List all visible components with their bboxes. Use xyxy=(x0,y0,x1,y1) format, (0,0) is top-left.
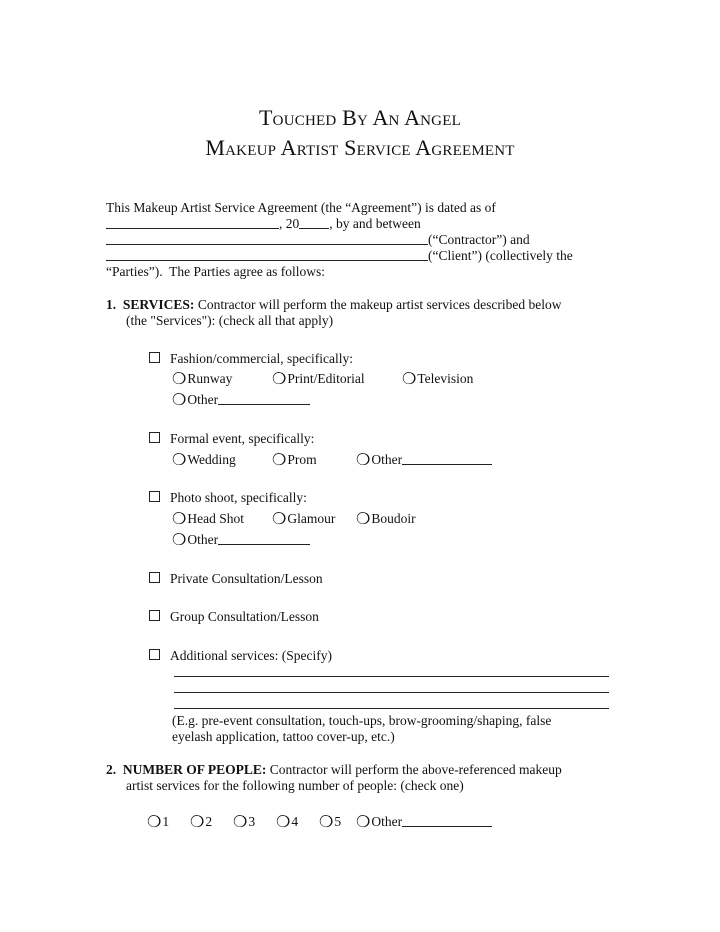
fashion-option-runway[interactable] xyxy=(172,371,232,387)
radio-bullet-icon[interactable]: ❍ xyxy=(272,452,287,469)
option-label: 3 xyxy=(248,814,256,829)
section2-text: Contractor will perform the above-referenced makeup xyxy=(266,762,562,777)
checkbox-icon[interactable] xyxy=(149,649,160,660)
checkbox-icon[interactable] xyxy=(149,491,160,502)
other-blank[interactable] xyxy=(218,533,310,545)
fashion-label: Fashion/commercial, specifically: xyxy=(170,351,353,366)
option-label: 4 xyxy=(291,814,299,829)
people-option-2[interactable] xyxy=(190,814,212,830)
photo-option-headshot[interactable] xyxy=(172,511,244,527)
fashion-option-other[interactable] xyxy=(172,392,310,408)
checkbox-icon[interactable] xyxy=(149,432,160,443)
client-name-blank[interactable] xyxy=(106,249,428,261)
radio-bullet-icon[interactable]: ❍ xyxy=(272,371,287,388)
radio-bullet-icon[interactable]: ❍ xyxy=(147,814,162,831)
radio-bullet-icon[interactable]: ❍ xyxy=(356,511,371,528)
document-subtitle: Makeup Artist Service Agreement xyxy=(205,135,515,160)
intro-line-3 xyxy=(106,232,530,248)
radio-bullet-icon[interactable]: ❍ xyxy=(172,371,187,388)
radio-bullet-icon[interactable]: ❍ xyxy=(319,814,334,831)
radio-bullet-icon[interactable]: ❍ xyxy=(172,532,187,549)
option-label: 2 xyxy=(205,814,213,829)
option-label: 1 xyxy=(162,814,170,829)
radio-bullet-icon[interactable]: ❍ xyxy=(402,371,417,388)
other-blank[interactable] xyxy=(218,393,310,405)
section1-number: 1. xyxy=(106,297,117,312)
group-consultation-label: Group Consultation/Lesson xyxy=(170,609,319,624)
section2-line-2: artist services for the following number of people: (check one) xyxy=(126,778,464,793)
example-line-1: (E.g. pre-event consultation, touch-ups, brow-grooming/shaping, false xyxy=(172,713,552,728)
radio-bullet-icon[interactable]: ❍ xyxy=(172,511,187,528)
additional-services-label: Additional services: (Specify) xyxy=(170,648,332,663)
option-label: Wedding xyxy=(187,452,236,467)
radio-bullet-icon[interactable]: ❍ xyxy=(233,814,248,831)
radio-bullet-icon[interactable]: ❍ xyxy=(356,814,371,831)
radio-bullet-icon[interactable]: ❍ xyxy=(356,452,371,469)
option-label: Television xyxy=(417,371,474,386)
intro-year-prefix: , 20 xyxy=(279,216,300,231)
section1-line-1 xyxy=(106,297,561,313)
radio-bullet-icon[interactable]: ❍ xyxy=(272,511,287,528)
private-consultation-row xyxy=(149,571,323,587)
people-option-1[interactable] xyxy=(147,814,169,830)
group-consultation-row xyxy=(149,609,319,625)
other-blank[interactable] xyxy=(402,815,492,827)
option-label: Other xyxy=(371,814,403,829)
option-label: Print/Editorial xyxy=(287,371,365,386)
checkbox-icon[interactable] xyxy=(149,352,160,363)
client-label: (“Client”) (collectively the xyxy=(428,248,573,263)
option-label: Runway xyxy=(187,371,233,386)
section1-heading: SERVICES: xyxy=(122,297,195,312)
people-option-3[interactable] xyxy=(233,814,255,830)
radio-bullet-icon[interactable]: ❍ xyxy=(276,814,291,831)
intro-between: , by and between xyxy=(329,216,421,231)
radio-bullet-icon[interactable]: ❍ xyxy=(190,814,205,831)
option-label: Other xyxy=(187,532,219,547)
option-label: Other xyxy=(187,392,219,407)
photo-label: Photo shoot, specifically: xyxy=(170,490,307,505)
radio-bullet-icon[interactable]: ❍ xyxy=(172,452,187,469)
date-blank[interactable] xyxy=(106,217,279,229)
formal-option-wedding[interactable] xyxy=(172,452,236,468)
section2-number: 2. xyxy=(106,762,117,777)
photo-option-boudoir[interactable] xyxy=(356,511,416,527)
formal-option-other[interactable] xyxy=(356,452,492,468)
people-option-4[interactable] xyxy=(276,814,298,830)
option-label: Boudoir xyxy=(371,511,416,526)
other-blank[interactable] xyxy=(402,453,492,465)
radio-bullet-icon[interactable]: ❍ xyxy=(172,392,187,409)
intro-line-1: This Makeup Artist Service Agreement (the “Agreement”) is dated as of xyxy=(106,200,496,215)
additional-services-line-1[interactable] xyxy=(174,676,609,677)
contractor-label: (“Contractor”) and xyxy=(428,232,530,247)
photo-option-other[interactable] xyxy=(172,532,310,548)
section2-line-1 xyxy=(106,762,562,778)
people-option-other[interactable] xyxy=(356,814,492,830)
additional-services-row xyxy=(149,648,332,664)
checkbox-icon[interactable] xyxy=(149,572,160,583)
option-label: Head Shot xyxy=(187,511,244,526)
checkbox-icon[interactable] xyxy=(149,610,160,621)
option-label: Glamour xyxy=(287,511,336,526)
option-label: Other xyxy=(371,452,403,467)
people-option-5[interactable] xyxy=(319,814,341,830)
example-line-2: eyelash application, tattoo cover-up, etc.) xyxy=(172,729,395,744)
photo-option-glamour[interactable] xyxy=(272,511,335,527)
document-title: Touched By An Angel xyxy=(259,105,461,130)
option-label: 5 xyxy=(334,814,342,829)
fashion-option-print[interactable] xyxy=(272,371,365,387)
formal-row xyxy=(149,431,314,447)
intro-line-5: “Parties”). The Parties agree as follows: xyxy=(106,264,326,279)
section2-heading: NUMBER OF PEOPLE: xyxy=(122,762,267,777)
photo-row xyxy=(149,490,307,506)
intro-line-2 xyxy=(106,216,421,232)
section1-text: Contractor will perform the makeup artist services described below xyxy=(194,297,562,312)
year-blank[interactable] xyxy=(299,217,329,229)
additional-services-line-3[interactable] xyxy=(174,708,609,709)
option-label: Prom xyxy=(287,452,317,467)
section1-line-2: (the "Services"): (check all that apply) xyxy=(126,313,334,328)
additional-services-line-2[interactable] xyxy=(174,692,609,693)
private-consultation-label: Private Consultation/Lesson xyxy=(170,571,323,586)
contractor-name-blank[interactable] xyxy=(106,233,428,245)
formal-label: Formal event, specifically: xyxy=(170,431,315,446)
intro-line-4 xyxy=(106,248,573,264)
fashion-row xyxy=(149,351,353,367)
fashion-option-television[interactable] xyxy=(402,371,473,387)
formal-option-prom[interactable] xyxy=(272,452,317,468)
